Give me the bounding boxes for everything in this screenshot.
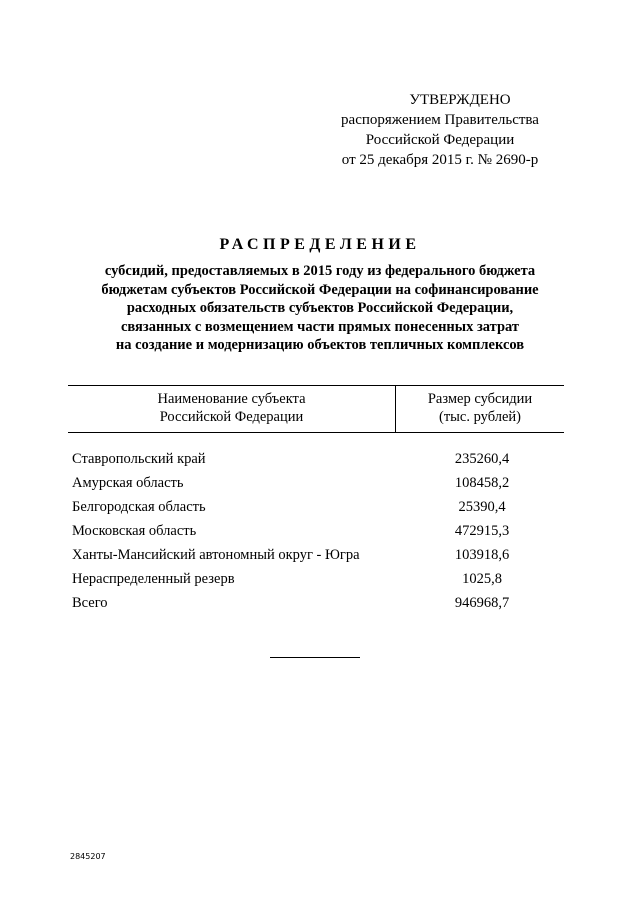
table-row-total — [68, 591, 564, 615]
region-name: Нераспределенный резерв — [72, 570, 235, 587]
document-subtitle — [60, 262, 580, 355]
table-row — [68, 495, 564, 519]
table-row — [68, 471, 564, 495]
approval-authority: распоряжением Правительства — [341, 112, 539, 128]
subtitle-line: бюджетам субъектов Российской Федерации на софинансирование — [101, 281, 539, 298]
subtitle-line: связанных с возмещением части прямых понесенных затрат — [120, 318, 520, 335]
approval-government: Российской Федерации — [365, 132, 515, 148]
approval-stamp: УТВЕРЖДЕНО — [409, 92, 511, 108]
closing-divider — [270, 657, 360, 658]
total-label: Всего — [72, 594, 108, 611]
document-title: РАСПРЕДЕЛЕНИЕ — [219, 236, 421, 253]
subsidy-table — [68, 385, 564, 615]
subsidy-value: 108458,2 — [454, 474, 510, 491]
subsidy-value: 1025,8 — [462, 570, 502, 587]
region-name: Амурская область — [72, 474, 184, 491]
header-value-line: Размер субсидии — [427, 391, 533, 407]
subtitle-line: на создание и модернизацию объектов тепличных комплексов — [115, 337, 525, 353]
region-name: Белгородская область — [72, 498, 206, 515]
region-name: Московская область — [72, 522, 197, 539]
approval-block — [330, 90, 550, 170]
header-value — [396, 386, 564, 432]
table-row — [68, 543, 564, 567]
table-header — [68, 386, 564, 433]
subtitle-line: расходных обязательств субъектов Российской Федерации, — [126, 300, 514, 316]
subsidy-value: 103918,6 — [454, 546, 510, 563]
approval-date: от 25 декабря 2015 г. № 2690-р — [341, 152, 539, 168]
total-value: 946968,7 — [454, 594, 510, 611]
table-body — [68, 433, 564, 615]
region-name: Ставропольский край — [72, 450, 206, 467]
region-name: Ханты-Мансийский автономный округ - Югра — [72, 546, 360, 563]
header-name — [68, 386, 396, 432]
table-row — [68, 567, 564, 591]
subsidy-value: 472915,3 — [454, 522, 510, 539]
subsidy-value: 25390,4 — [458, 498, 506, 515]
table-row — [68, 519, 564, 543]
header-name-line: Наименование субъекта — [157, 391, 306, 407]
subtitle-line: субсидий, предоставляемых в 2015 году из федерального бюджета — [104, 263, 536, 279]
table-row — [68, 447, 564, 471]
subsidy-value: 235260,4 — [454, 450, 510, 467]
header-name-line: Российской Федерации — [159, 409, 304, 425]
header-value-line: (тыс. рублей) — [439, 409, 521, 425]
document-number: 2845207 — [70, 852, 106, 861]
